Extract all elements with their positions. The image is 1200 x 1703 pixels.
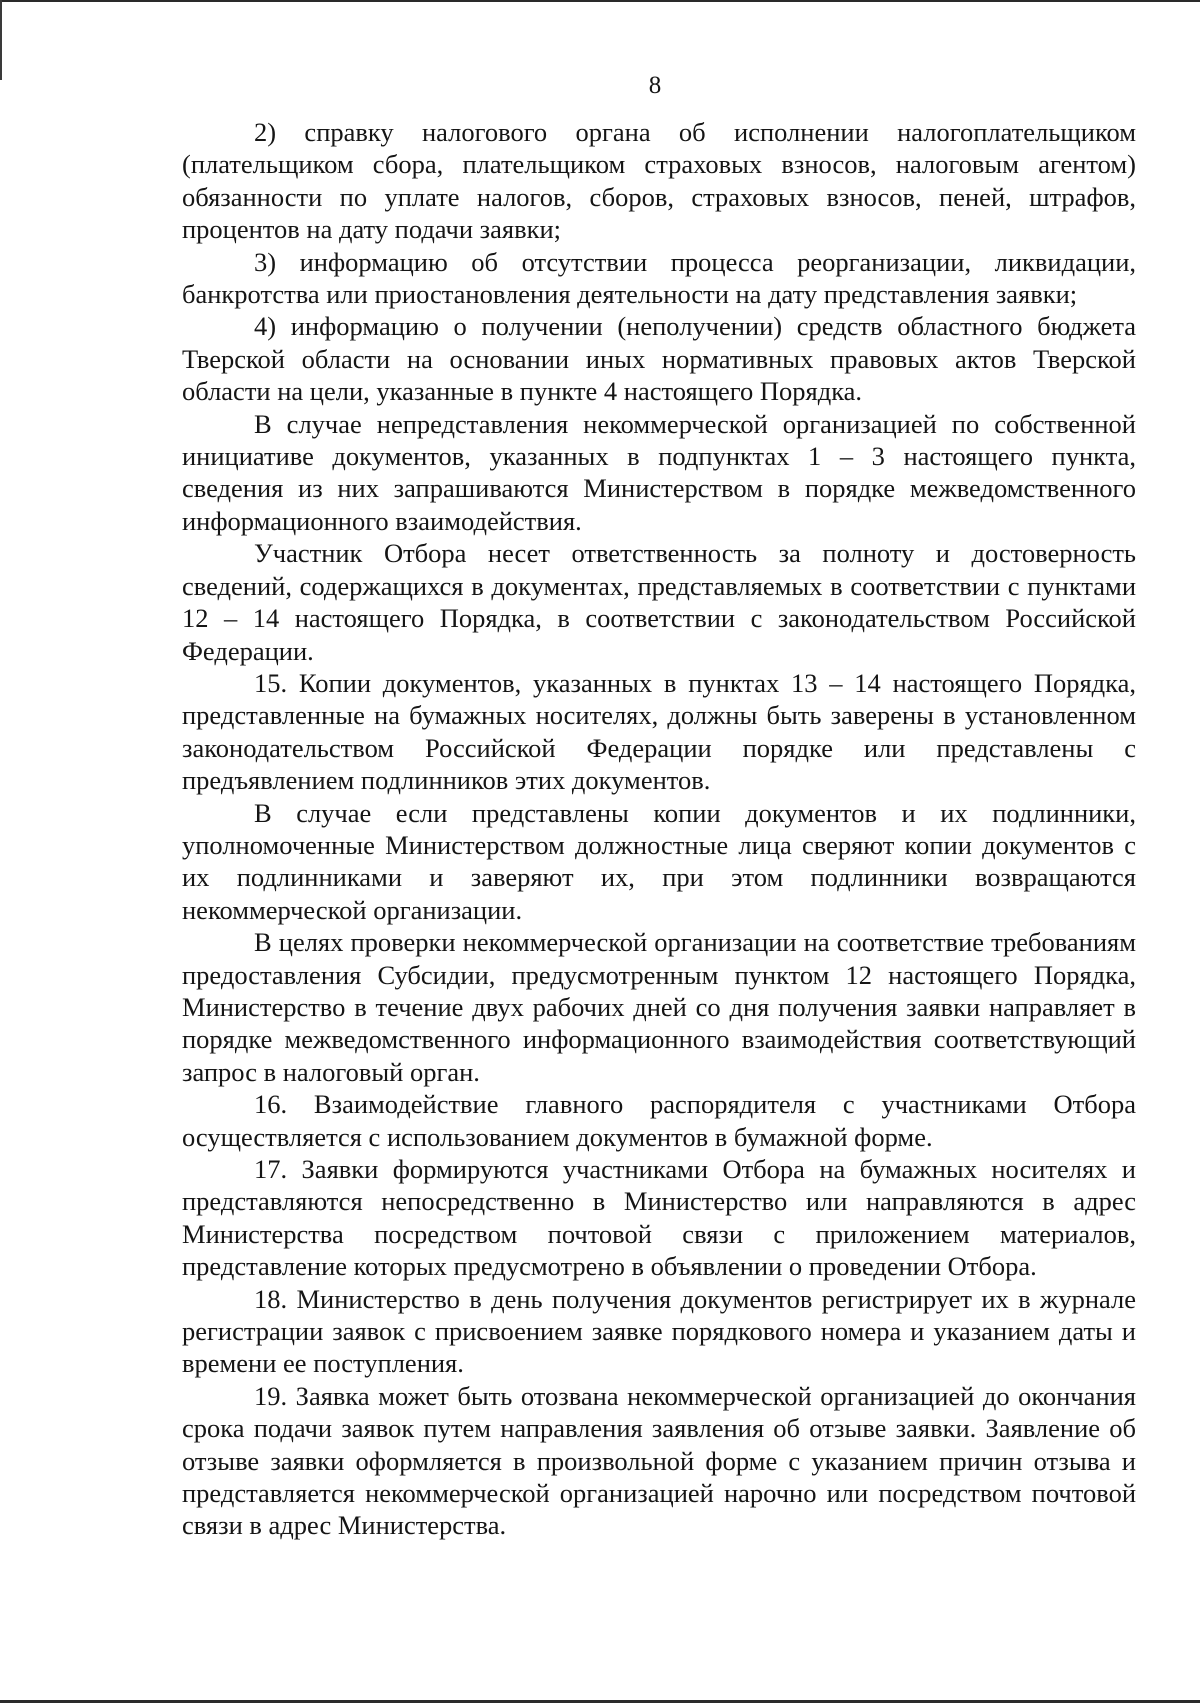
paragraph-clause-19: 19. Заявка может быть отозвана некоммерческой организацией до окончания срока подачи заявок путем направления заявления об отзыве заявки. Заявление об отзыве заявки оформляется в произвольной форме с указанием причин отзыва и представляется некоммерческой организацией нарочно или посредством почтовой связи в адрес Министерства. [182,1380,1136,1541]
paragraph-item-3: 3) информацию об отсутствии процесса реорганизации, ликвидации, банкротства или приостановления деятельности на дату представления заявки; [182,246,1136,310]
document-body [182,116,1136,1542]
paragraph-copies-verification: В случае если представлены копии документов и их подлинники, уполномоченные Министерством должностные лица сверяют копии документов с их подлинниками и заверяют их, при этом подлинники возвращаются некоммерческой организации. [182,797,1136,925]
paragraph-non-submission: В случае непредставления некоммерческой организацией по собственной инициативе документов, указанных в подпунктах 1 – 3 настоящего пункта, сведения из них запрашиваются Министерством в порядке межведомственного информационного взаимодействия. [182,408,1136,536]
scan-edge-top [0,0,1200,2]
paragraph-clause-16: 16. Взаимодействие главного распорядителя с участниками Отбора осуществляется с использованием документов в бумажной форме. [182,1089,1136,1152]
paragraph-item-2: 2) справку налогового органа об исполнении налогоплательщиком (плательщиком сбора, плательщиком страховых взносов, налоговым агентом) обязанности по уплате налогов, сборов, страховых взносов, пеней, штрафов, процентов на дату подачи заявки; [182,117,1136,245]
paragraph-item-4: 4) информацию о получении (неполучении) средств областного бюджета Тверской области на основании иных нормативных правовых актов Тверской области на цели, указанные в пункте 4 настоящего Порядка. [182,311,1136,407]
paragraph-tax-request: В целях проверки некоммерческой организации на соответствие требованиям предоставления Субсидии, предусмотренным пунктом 12 настоящего Порядка, Министерство в течение двух рабочих дней со дня получения заявки направляет в порядке межведомственного информационного взаимодействия соответствующий запрос в налоговый орган. [182,927,1136,1087]
paragraph-clause-18: 18. Министерство в день получения документов регистрирует их в журнале регистрации заявок с присвоением заявке порядкового номера и указанием даты и времени ее поступления. [182,1283,1136,1379]
paragraph-responsibility: Участник Отбора несет ответственность за полноту и достоверность сведений, содержащихся в документах, представляемых в соответствии с пунктами 12 – 14 настоящего Порядка, в соответствии с законодательством Российской Федерации. [182,538,1136,666]
paragraph-clause-15: 15. Копии документов, указанных в пунктах 13 – 14 настоящего Порядка, представленные на бумажных носителях, должны быть заверены в установленном законодательством Российской Федерации порядке или представлены с предъявлением подлинников этих документов. [182,667,1136,796]
scan-edge-left [0,0,2,80]
page-number: 8 [648,72,662,99]
paragraph-clause-17: 17. Заявки формируются участниками Отбора на бумажных носителях и представляются непосредственно в Министерство или направляются в адрес Министерства посредством почтовой связи с приложением материалов, представление которых предусмотрено в объявлении о проведении Отбора. [182,1154,1136,1282]
